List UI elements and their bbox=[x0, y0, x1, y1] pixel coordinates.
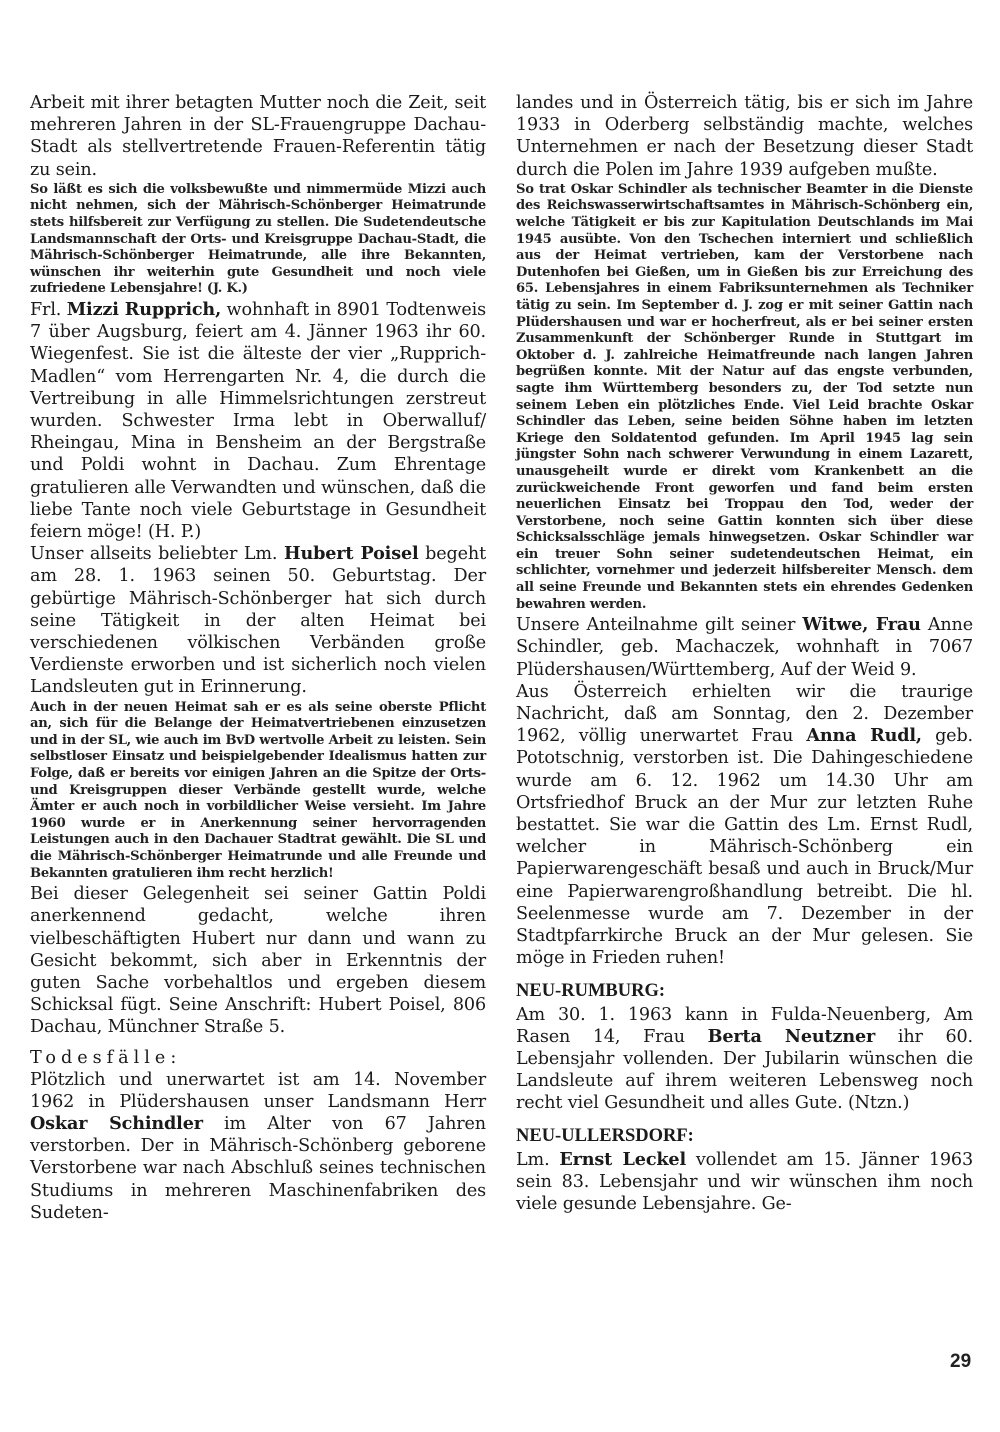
name-anna-rudl: Anna Rudl, bbox=[806, 725, 922, 747]
paragraph-poisel-neue-heimat: Auch in der neuen Heimat sah er es als seine oberste Pflicht an, sich für die Belange der Heimatvertriebenen einzusetzen und in der SL, wie auch im BvD wertvolle Arbeit zu leisten. Sein selbstloser Einsatz und beispielgebender Idealismus hatten zur Folge, daß er bereits vor einigen Jahren an die Spitze der Orts- und Kreisgruppen dieser Verbände gestellt wurde, welche Ämter er auch noch in vorbildlicher Weise versieht. Im Jahre 1960 wurde er in Anerkennung seiner hervorragenden Leistungen auch in den Dachauer Stadtrat gewählt. Die SL und die Mährisch-Schönberger Heimatrunde und alle Freunde und Bekannten gratulieren ihm recht herzlich! bbox=[30, 699, 486, 881]
heading-todesfaelle: Todesfälle: bbox=[30, 1047, 182, 1068]
right-column bbox=[516, 92, 973, 1215]
paragraph-schindler-oderberg: landes und in Österreich tätig, bis er sich im Jahre 1933 in Oderberg selbständig machte, welches Unternehmen er nach der Besetzung dieser Stadt durch die Polen im Jahre 1939 aufgeben mußte. bbox=[516, 93, 973, 180]
name-ernst-leckel: Ernst Leckel bbox=[559, 1148, 686, 1170]
name-witwe: Witwe, Frau bbox=[802, 614, 921, 636]
page-number: 29 bbox=[950, 1351, 972, 1372]
name-oskar-schindler: Oskar Schindler bbox=[30, 1112, 203, 1134]
heading-neu-rumburg: NEU-RUMBURG: bbox=[516, 980, 666, 1001]
name-mizzi-rupprich: Mizzi Rupprich, bbox=[66, 298, 222, 320]
paragraph-berta-neutzner: Am 30. 1. 1963 kann in Fulda-Neuenberg, Am Rasen 14, Frau Berta Neutzner ihr 60. Lebensjahr vollenden. Der Jubilarin wünschen die Landsleute auf ihrem weiteren Lebensweg noch recht viel Gesundheit und alles Gute. (Ntzn.) bbox=[516, 1004, 973, 1114]
paragraph-oskar-schindler: Plötzlich und unerwartet ist am 14. November 1962 in Plüdershausen unser Landsmann Herr Oskar Schindler im Alter von 67 Jahren verstorben. Der in Mährisch-Schönberg geborene Verstorbene war nach Abschluß seines technischen Studiums in mehreren Maschinenfabriken des Sudeten- bbox=[30, 1069, 486, 1223]
paragraph-mizzi-heimatrunde: So läßt es sich die volksbewußte und nimmermüde Mizzi auch nicht nehmen, sich der Mährisch-Schönberger Heimatrunde stets hilfsbereit zur Verfügung zu stellen. Die Sudetendeutsche Landsmannschaft der Orts- und Kreisgruppe Dachau-Stadt, die Mährisch-Schönberger Heimatrunde, alle ihre Bekannten, wünschen ihr weiterhin gute Gesundheit und noch viele zufriedene Lebensjahre! (J. K.) bbox=[30, 181, 486, 297]
paragraph-anteilnahme-witwe: Unsere Anteilnahme gilt seiner Witwe, Frau Anne Schindler, geb. Machaczek, wohnhaft in 7067 Plüdershausen/Württemberg, Auf der Weid 9. bbox=[516, 614, 973, 680]
paragraph-frauen-referentin: Arbeit mit ihrer betagten Mutter noch die Zeit, seit mehreren Jahren in der SL-Frauengruppe Dachau-Stadt als stellvertretende Frauen-Referentin tätig zu sein. bbox=[30, 93, 486, 180]
left-column bbox=[30, 92, 486, 1224]
paragraph-schindler-biography: So trat Oskar Schindler als technischer Beamter in die Dienste des Reichswasserwirtschaftsamtes in Mährisch-Schönberg ein, welche Tätigkeit er bis zur Kapitulation Deutschlands im Mai 1945 ausübte. Von den Tschechen interniert und schließlich aus der Heimat vertrieben, kam der Verstorbene nach Dutenhofen bei Gießen, um in Gießen bis zur Erreichung des 65. Lebensjahres in einem Fabriksunternehmen als Techniker tätig zu sein. Im September d. J. zog er mit seiner Gattin nach Plüdershausen und war er hocherfreut, als er bei seiner ersten Zusammenkunft der Schönberger Runde in Stuttgart im Oktober d. J. zahlreiche Heimatfreunde nach langen Jahren begrüßen konnte. Mit der Natur auf das engste verbunden, sagte ihm Württemberg besonders zu, der Tod setzte nun seinem Leben ein plötzliches Ende. Viel Leid brachte Oskar Schindler das Leben, seine beiden Söhne haben im letzten Kriege den Soldatentod gefunden. Im April 1945 lag sein jüngster Sohn nach schwerer Verwundung in einem Lazarett, unausgeheilt wurde er direkt vom Krankenbett an die zurückweichende Front geworfen und fand beim ersten neuerlichen Einsatz bei Troppau den Tod, weder der Verstorbene, noch seine Gattin konnten sich über diese Schicksalsschläge jemals hinwegsetzen. Oskar Schindler war ein treuer Sohn seiner sudetendeutschen Heimat, ein schlichter, vornehmer und jederzeit hilfsbereiter Mensch. dem all seine Freunde und Bekannten stets ein ehrendes Gedenken bewahren werden. bbox=[516, 181, 973, 612]
paragraph-mizzi-rupprich: Frl. Mizzi Rupprich, wohnhaft in 8901 Todtenweis 7 über Augsburg, feiert am 4. Jänner 1963 ihr 60. Wiegenfest. Sie ist die älteste der vier „Rupprich-Madlen“ vom Herrengarten Nr. 4, die durch die Vertreibung in alle Himmelsrichtungen zerstreut wurden. Schwester Irma lebt in Oberwalluf/ Rheingau, Mina in Bensheim an der Bergstraße und Poldi wohnt in Dachau. Zum Ehrentage gratulieren alle Verwandten und wünschen, daß die liebe Tante noch viele Geburtstage in Gesundheit feiern möge! (H. P.) bbox=[30, 298, 486, 542]
paragraph-hubert-poisel: Unser allseits beliebter Lm. Hubert Poisel begeht am 28. 1. 1963 seinen 50. Geburtstag. Der gebürtige Mährisch-Schönberger hat sich durch seine Tätigkeit in der alten Heimat bei verschiedenen völkischen Verbänden große Verdienste erworben und ist sicherlich noch vielen Landsleuten gut in Erinnerung. bbox=[30, 543, 486, 698]
heading-neu-ullersdorf: NEU-ULLERSDORF: bbox=[516, 1125, 694, 1146]
name-berta-neutzner: Berta Neutzner bbox=[707, 1025, 876, 1047]
name-hubert-poisel: Hubert Poisel bbox=[283, 543, 419, 565]
paragraph-ernst-leckel: Lm. Ernst Leckel vollendet am 15. Jänner 1963 sein 83. Lebensjahr und wir wünschen ihm noch viele gesunde Lebensjahre. Ge- bbox=[516, 1148, 973, 1214]
paragraph-gattin-poldi: Bei dieser Gelegenheit sei seiner Gattin Poldi anerkennend gedacht, welche ihren vielbeschäftigten Hubert nur dann und wann zu Gesicht bekommt, sich aber in Erkenntnis der guten Sache vorbehaltlos und ergeben diesem Schicksal fügt. Seine Anschrift: Hubert Poisel, 806 Dachau, Münchner Straße 5. bbox=[30, 884, 486, 1038]
paragraph-anna-rudl: Aus Österreich erhielten wir die traurige Nachricht, daß am Sonntag, den 2. Dezember 1962, völlig unerwartet Frau Anna Rudl, geb. Pototschnig, verstorben ist. Die Dahingeschiedene wurde am 6. 12. 1962 um 14.30 Uhr am Ortsfriedhof Bruck an der Mur zur letzten Ruhe bestattet. Sie war die Gattin des Lm. Ernst Rudl, welcher in Mährisch-Schönberg ein Papierwarengeschäft besaß und auch in Bruck/Mur eine Papierwarengroßhandlung betreibt. Die hl. Seelenmesse wurde am 7. Dezember in der Stadtpfarrkirche Bruck an der Mur gelesen. Sie möge in Frieden ruhen! bbox=[516, 681, 973, 969]
